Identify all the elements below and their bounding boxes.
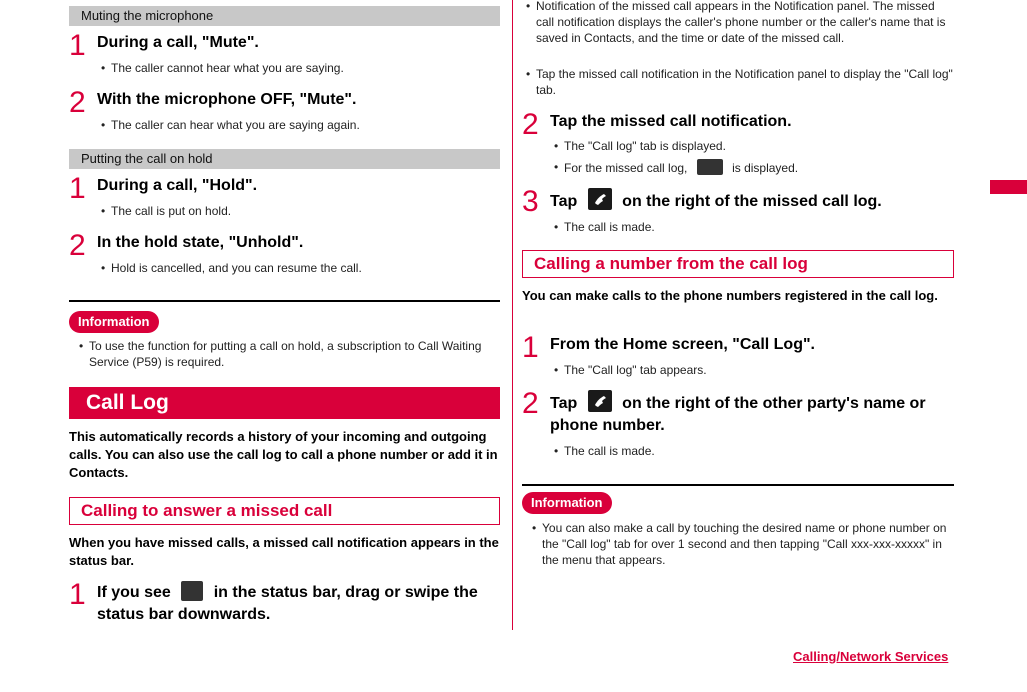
step-title-part-b: on the right of the other party's name or phone number. [550,395,926,434]
step-title: During a call, "Hold". [97,177,258,194]
step-title [550,390,954,437]
step-number: 2 [69,229,86,262]
step-bullet: • The caller cannot hear what you are saying. [97,60,500,76]
missed-step-1 [69,578,500,626]
information-badge: Information [522,492,612,514]
section-header-mute: Muting the microphone [69,6,500,26]
section-header-hold: Putting the call on hold [69,149,500,169]
step-title: With the microphone OFF, "Mute". [97,91,357,108]
column-divider [512,0,513,630]
step-title: During a call, "Mute". [97,34,259,51]
step-number: 1 [69,172,86,205]
missed-call-section-title: Calling to answer a missed call [69,497,500,525]
step-number: 3 [522,185,539,218]
step-number: 1 [69,29,86,62]
step-title [97,581,500,626]
step-bullet: • Hold is cancelled, and you can resume the call. [97,260,500,276]
phone-call-icon [588,390,612,412]
step-number: 2 [522,108,539,141]
step-bullet: • The "Call log" tab appears. [550,362,954,378]
step-number: 1 [522,331,539,364]
step-title-part-b: on the right of the missed call log. [622,193,882,210]
log-step-2 [522,387,954,459]
missed-call-log-icon [697,159,723,175]
step-number: 2 [522,387,539,420]
call-log-intro: This automatically records a history of your incoming and outgoing calls. You can also use the call log to call a phone number or add it in Contacts. [69,429,498,480]
missed-step-2 [522,108,954,176]
missed-call-intro: When you have missed calls, a missed call notification appears in the status bar. [69,535,499,568]
call-from-log-section-title: Calling a number from the call log [522,250,954,278]
step-bullet: • The call is made. [550,219,954,235]
step-title-part-a: Tap [550,395,578,412]
footer-chapter-link[interactable]: Calling/Network Services [793,649,949,664]
info-bullet: • You can also make a call by touching the desired name or phone number on the "Call log" tab for over 1 second and then tapping "Call xxx-xxx-xxxxx" in the menu that appears. [528,520,954,568]
step-bullet: • The call is made. [550,443,954,459]
call-log-title: Call Log [69,387,500,419]
missed-step-3 [522,185,954,235]
bullet-part-b: is displayed. [732,161,799,175]
information-badge: Information [69,311,159,333]
notification-bullet: • Notification of the missed call appears in the Notification panel. The missed call notification displays the caller's phone number or the caller's name that is saved in Contacts, and the time or date of the missed call. [522,0,954,46]
missed-call-status-icon [181,581,203,601]
hold-step-1 [69,172,500,219]
info-bullet: • To use the function for putting a call on hold, a subscription to Call Waiting Service (P59) is required. [75,338,495,370]
step-title-part-a: If you see [97,584,171,601]
step-title [550,188,954,213]
step-title-part-b: in the status bar, drag or swipe the status bar downwards. [97,584,478,623]
step-title: In the hold state, "Unhold". [97,234,304,251]
step-number: 2 [69,86,86,119]
step-bullet: • The caller can hear what you are saying again. [97,117,500,133]
info-divider [522,484,954,486]
chapter-tab-marker [990,180,1027,194]
step-title: Tap the missed call notification. [550,113,792,130]
bullet-part-a: For the missed call log, [564,161,688,175]
step-title-part-a: Tap [550,193,578,210]
log-step-1 [522,331,954,378]
mute-step-1 [69,29,500,76]
step-bullet [550,159,954,176]
call-from-log-intro: You can make calls to the phone numbers registered in the call log. [522,288,938,303]
step-title: From the Home screen, "Call Log". [550,336,815,353]
phone-call-icon [588,188,612,210]
step-bullet: • The "Call log" tab is displayed. [550,138,954,154]
step-bullet: • The call is put on hold. [97,203,500,219]
notification-panel-bullet: • Tap the missed call notification in the Notification panel to display the "Call log" tab. [522,66,954,98]
mute-step-2 [69,86,500,133]
step-number: 1 [69,578,86,611]
info-divider [69,300,500,302]
hold-step-2 [69,229,500,276]
